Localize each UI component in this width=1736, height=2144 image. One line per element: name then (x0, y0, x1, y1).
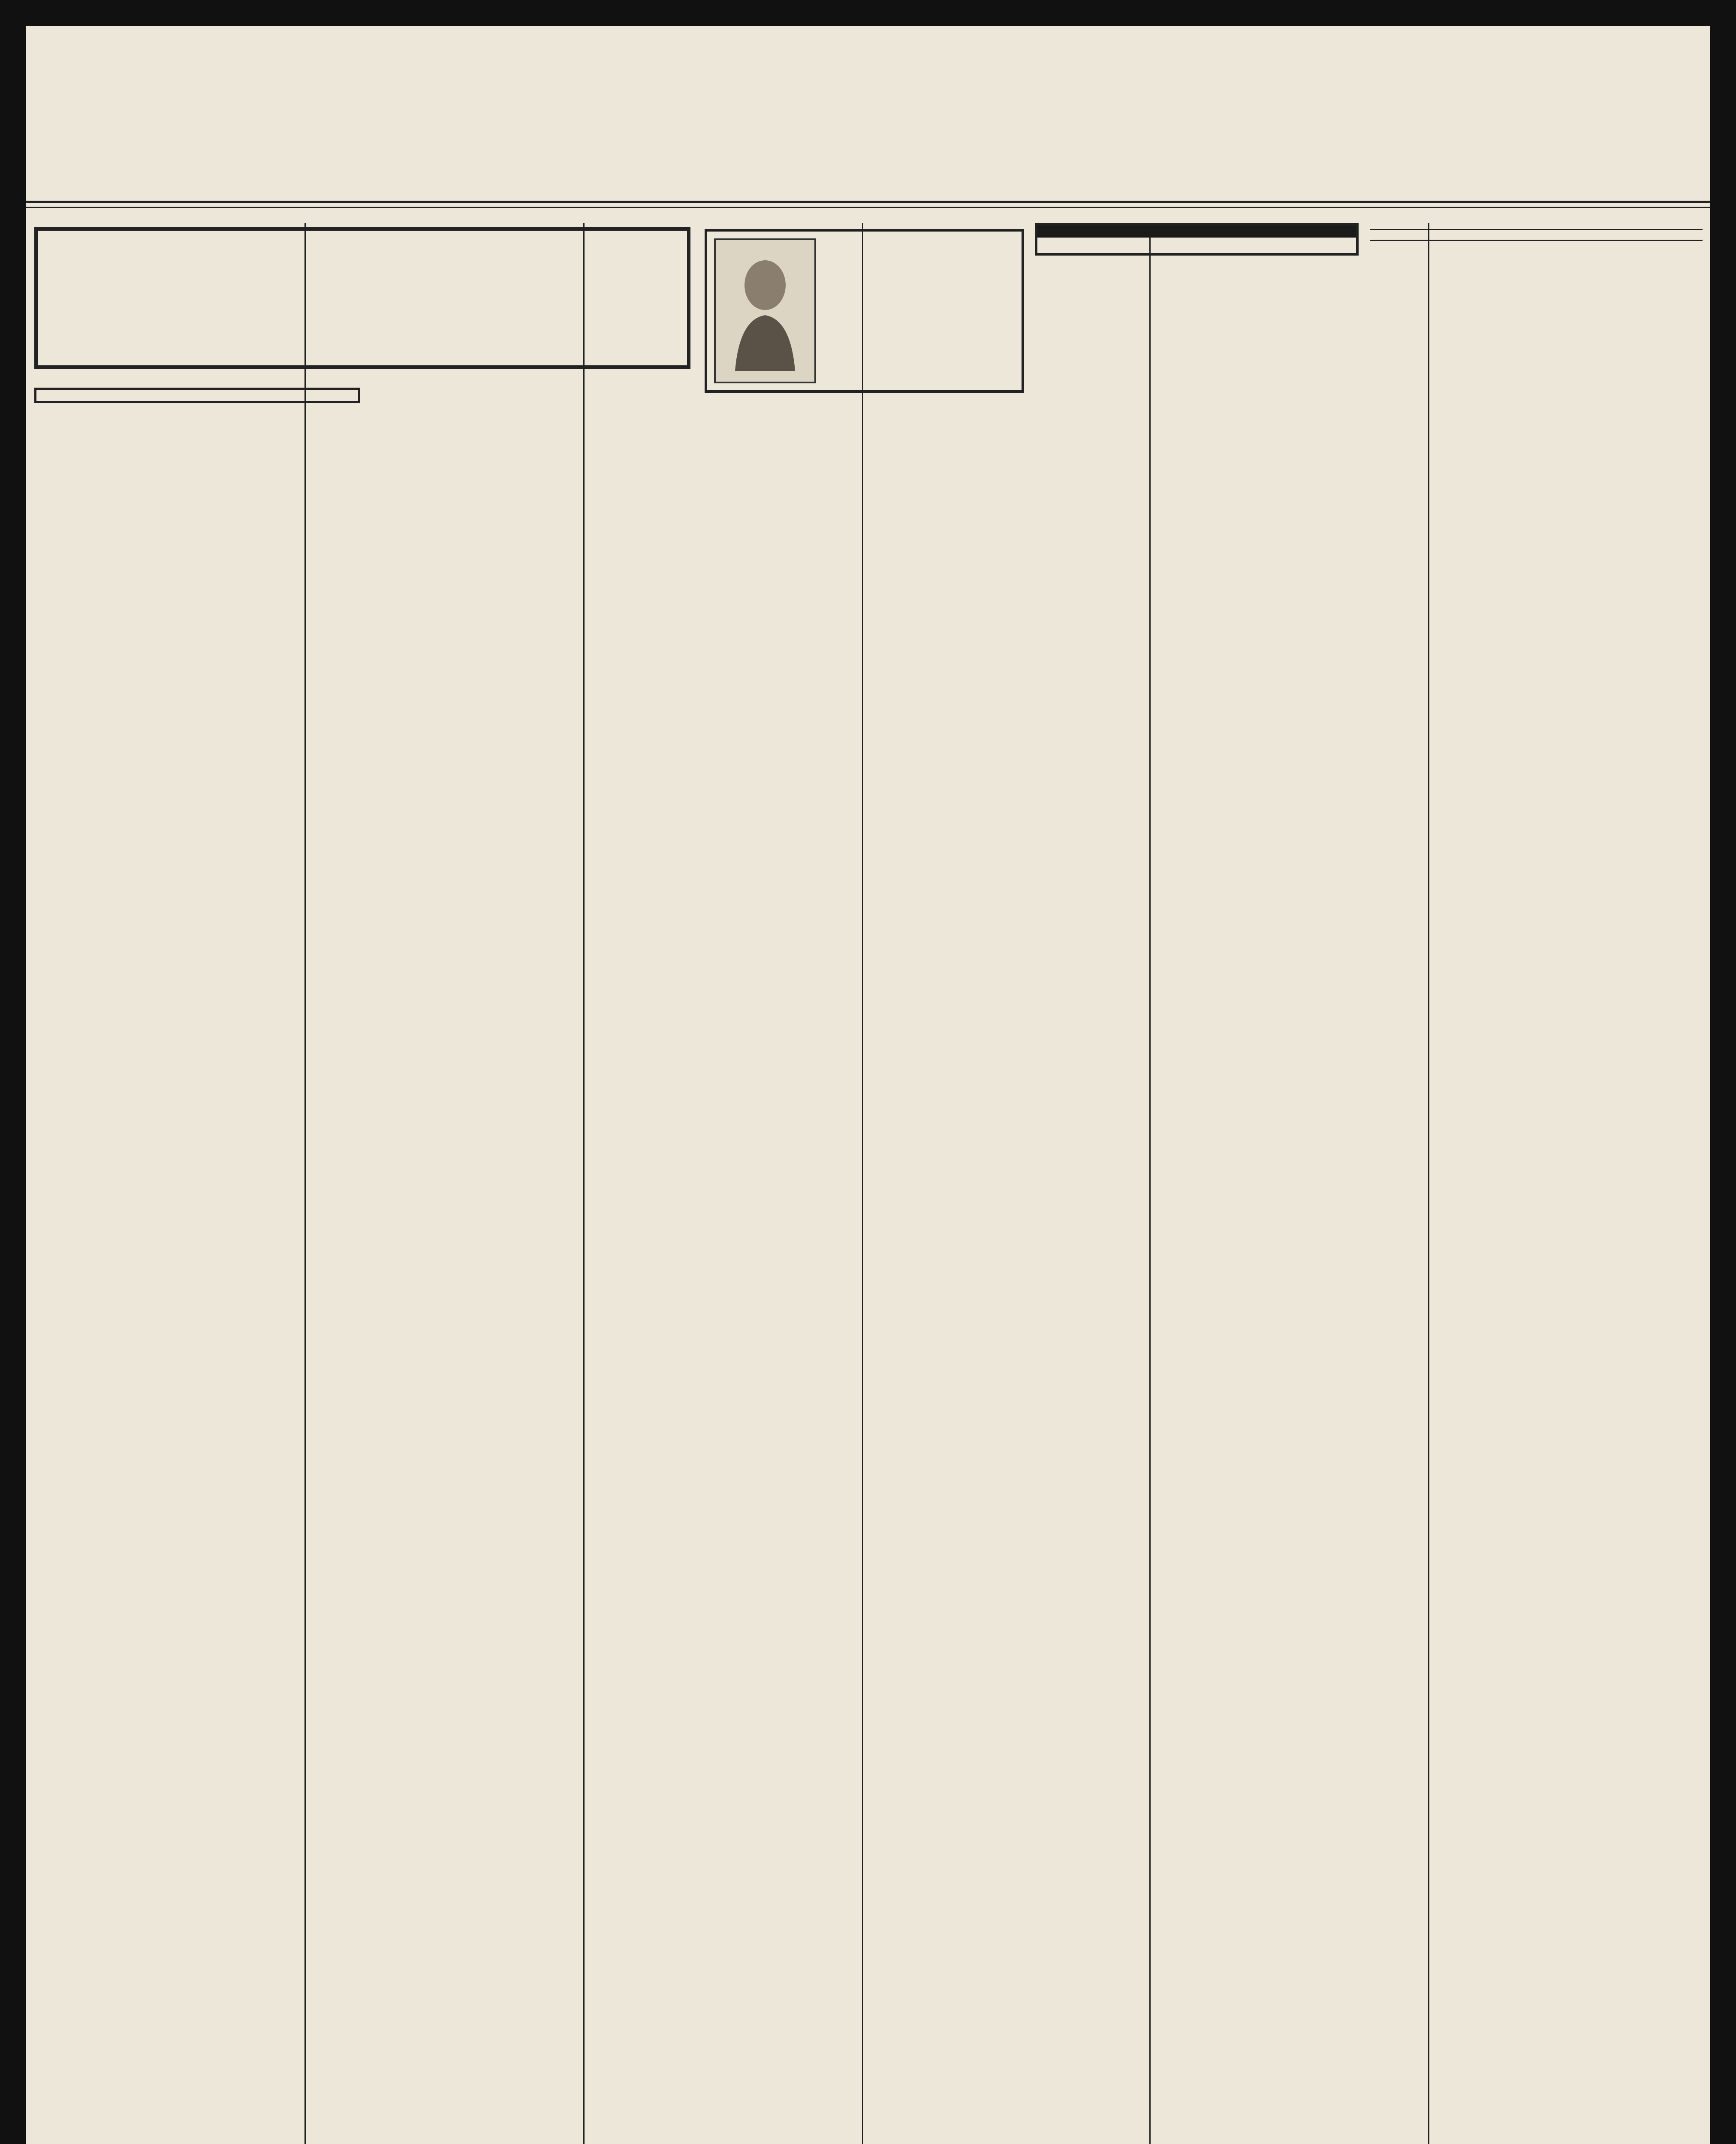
column-4 (1035, 223, 1359, 2144)
pinkham-ad (705, 229, 1024, 393)
woman-portrait-image (714, 238, 816, 383)
zambuk-ad (1035, 223, 1359, 256)
zambuk-banner (1037, 226, 1356, 238)
column-3 (705, 223, 1024, 2144)
column-1 (34, 382, 360, 2144)
portrait-icon (726, 251, 804, 371)
newspaper-page (26, 26, 1710, 2144)
masthead-rule-thin (26, 207, 1710, 208)
column-divider (1428, 223, 1429, 2144)
column-5 (1370, 223, 1703, 2144)
shredded-wheat-ad (34, 388, 360, 403)
column-2 (373, 382, 693, 2144)
nervous-head (1370, 229, 1703, 234)
bela-title-box (34, 227, 690, 369)
medical-head (1370, 240, 1703, 244)
masthead-rule (26, 201, 1710, 203)
